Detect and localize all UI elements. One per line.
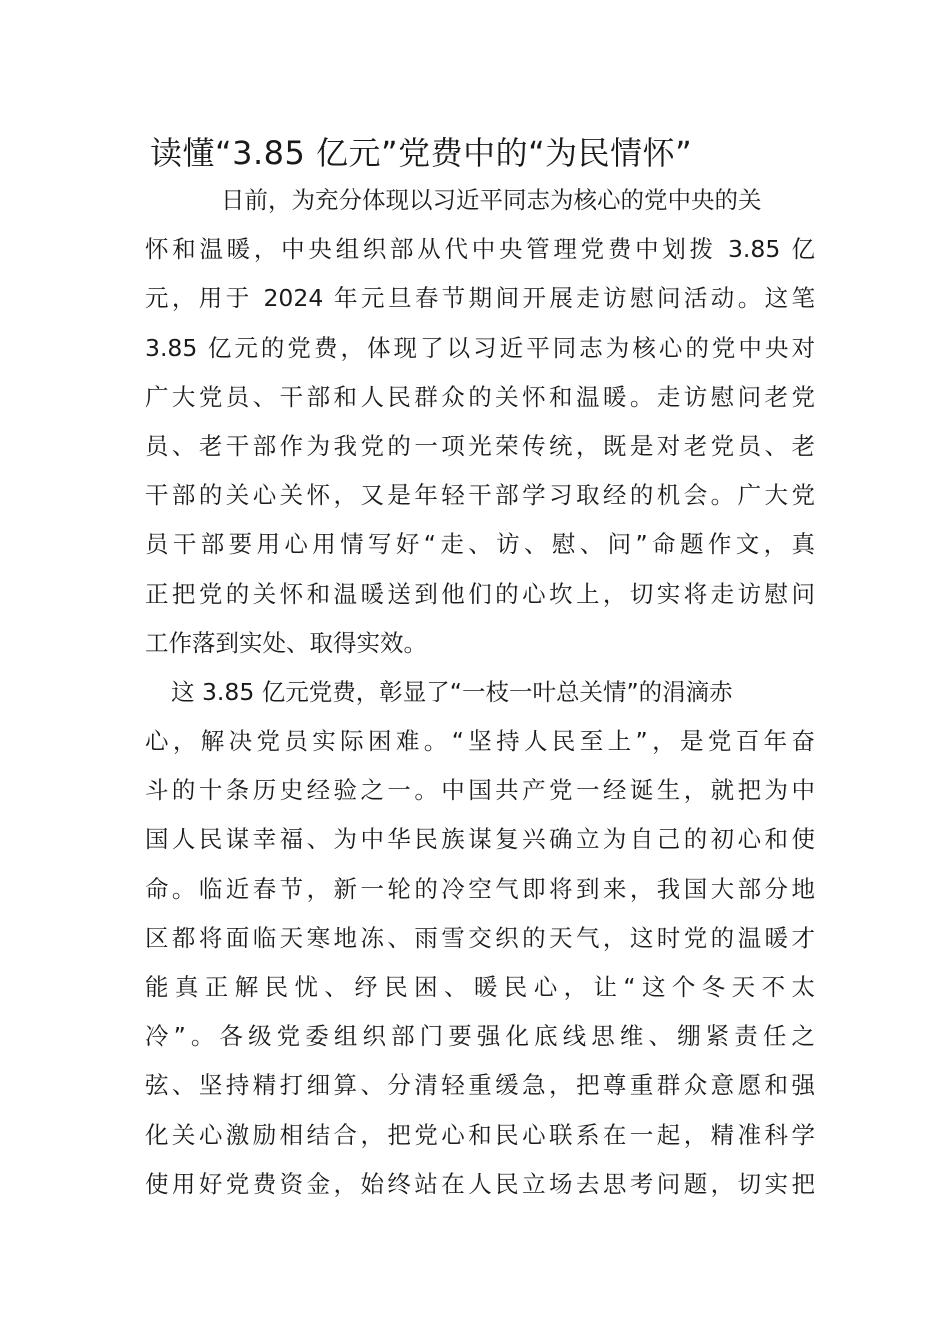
text-line: 工作落到实处、取得实效。	[145, 628, 427, 657]
text-line: 正把党的关怀和温暖送到他们的心坎上，切实将走访慰问	[145, 579, 815, 608]
text-line: 冷”。各级党委组织部门要强化底线思维、绷紧责任之	[145, 1022, 815, 1051]
document-body	[145, 176, 815, 1209]
text-line: 斗的十条历史经验之一。中国共产党一经诞生，就把为中	[145, 776, 815, 805]
text-line: 员干部要用心用情写好“走、访、慰、问”命题作文，真	[145, 530, 815, 559]
paragraph-2	[145, 668, 815, 1209]
text-line: 使用好党费资金，始终站在人民立场去思考问题，切实把	[145, 1169, 815, 1198]
text-line: 干部的关心关怀，又是年轻干部学习取经的机会。广大党	[145, 481, 815, 510]
text-line: 3.85 亿元的党费，体现了以习近平同志为核心的党中央对	[145, 333, 815, 362]
text-line: 元，用于 2024 年元旦春节期间开展走访慰问活动。这笔	[145, 284, 815, 313]
text-line: 弦、坚持精打细算、分清轻重缓急，把尊重群众意愿和强	[145, 1071, 815, 1100]
document-title: 读懂“3.85 亿元”党费中的“为民情怀”	[150, 134, 693, 172]
text-line: 怀和温暖，中央组织部从代中央管理党费中划拨 3.85 亿	[145, 235, 815, 264]
text-line: 日前，为充分体现以习近平同志为核心的党中央的关	[221, 186, 762, 214]
text-line: 国人民谋幸福、为中华民族谋复兴确立为自己的初心和使	[145, 825, 815, 854]
text-line: 命。临近春节，新一轮的冷空气即将到来，我国大部分地	[145, 874, 815, 903]
paragraph-1	[145, 176, 815, 668]
text-line: 化关心激励相结合，把党心和民心联系在一起，精准科学	[145, 1120, 815, 1149]
text-line: 广大党员、干部和人民群众的关怀和温暖。走访慰问老党	[145, 382, 815, 411]
text-line: 这 3.85 亿元党费，彰显了“一枝一叶总关情”的涓滴赤	[171, 677, 733, 706]
text-line: 员、老干部作为我党的一项光荣传统，既是对老党员、老	[145, 431, 815, 460]
text-line: 区都将面临天寒地冻、雨雪交织的天气，这时党的温暖才	[145, 923, 815, 952]
text-line: 心，解决党员实际困难。“坚持人民至上”，是党百年奋	[145, 727, 815, 756]
text-line: 能真正解民忧、纾民困、暖民心，让“这个冬天不太	[145, 973, 815, 1001]
